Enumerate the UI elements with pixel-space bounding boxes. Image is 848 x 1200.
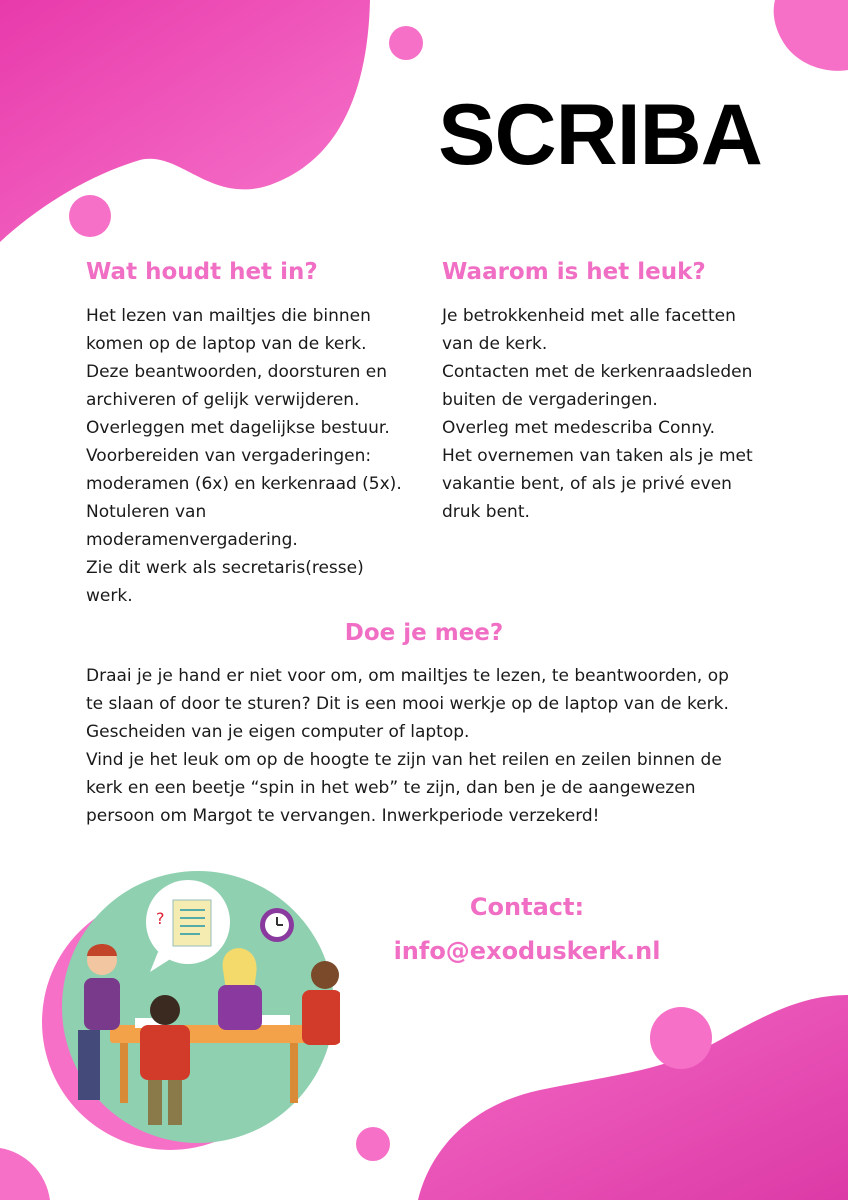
right-line: vakantie bent, of als je privé even — [442, 474, 732, 494]
left-line: Het lezen van mailtjes die binnen — [86, 306, 371, 326]
right-section-heading: Waarom is het leuk? — [442, 259, 706, 285]
left-line: archiveren of gelijk verwijderen. — [86, 390, 360, 410]
left-line: moderamenvergadering. — [86, 530, 298, 550]
page-title: SCRIBA — [438, 87, 762, 183]
join-body — [86, 662, 786, 830]
join-line: Draai je je hand er niet voor om, om mailtjes te lezen, te beantwoorden, op — [86, 666, 729, 686]
join-line: kerk en een beetje “spin in het web” te zijn, dan ben je de aangewezen — [86, 778, 696, 798]
left-line: moderamen (6x) en kerkenraad (5x). — [86, 474, 402, 494]
right-line: druk bent. — [442, 502, 530, 522]
left-line: Overleggen met dagelijkse bestuur. — [86, 418, 390, 438]
left-section-body — [86, 302, 416, 610]
right-line: Overleg met medescriba Conny. — [442, 418, 716, 438]
right-line: Je betrokkenheid met alle facetten — [442, 306, 736, 326]
left-line: Voorbereiden van vergaderingen: — [86, 446, 372, 466]
right-line: Contacten met de kerkenraadsleden — [442, 362, 753, 382]
decor-circle-bottom-middle — [356, 1127, 390, 1161]
right-section-body — [442, 302, 782, 526]
join-line: Gescheiden van je eigen computer of laptop. — [86, 722, 470, 742]
right-line: buiten de vergaderingen. — [442, 390, 658, 410]
decor-circle-left — [69, 195, 111, 237]
left-line: Zie dit werk als secretaris(resse) — [86, 558, 364, 578]
decor-circle-small-top — [389, 26, 423, 60]
contact-email-link[interactable]: info@exoduskerk.nl — [393, 937, 661, 965]
top-right-blob — [774, 0, 848, 71]
join-line: te slaan of door te sturen? Dit is een mooi werkje op de laptop van de kerk. — [86, 694, 729, 714]
decor-circle-bottom-right — [650, 1007, 712, 1069]
bottom-right-blob — [418, 995, 848, 1200]
right-line: Het overnemen van taken als je met — [442, 446, 753, 466]
contact-label: Contact: — [469, 893, 585, 921]
join-line: persoon om Margot te vervangen. Inwerkperiode verzekerd! — [86, 806, 600, 826]
top-left-blob — [0, 0, 370, 242]
clock-icon — [260, 908, 294, 942]
join-line: Vind je het leuk om op de hoogte te zijn van het reilen en zeilen binnen de — [86, 750, 722, 770]
left-line: werk. — [86, 586, 133, 606]
left-section-heading: Wat houdt het in? — [86, 259, 318, 285]
svg-text:?: ? — [156, 909, 165, 928]
left-line: Deze beantwoorden, doorsturen en — [86, 362, 388, 382]
right-line: van de kerk. — [442, 334, 548, 354]
meeting-illustration — [40, 860, 340, 1160]
left-line: komen op de laptop van de kerk. — [86, 334, 367, 354]
join-heading: Doe je mee? — [344, 620, 504, 646]
left-line: Notuleren van — [86, 502, 207, 522]
